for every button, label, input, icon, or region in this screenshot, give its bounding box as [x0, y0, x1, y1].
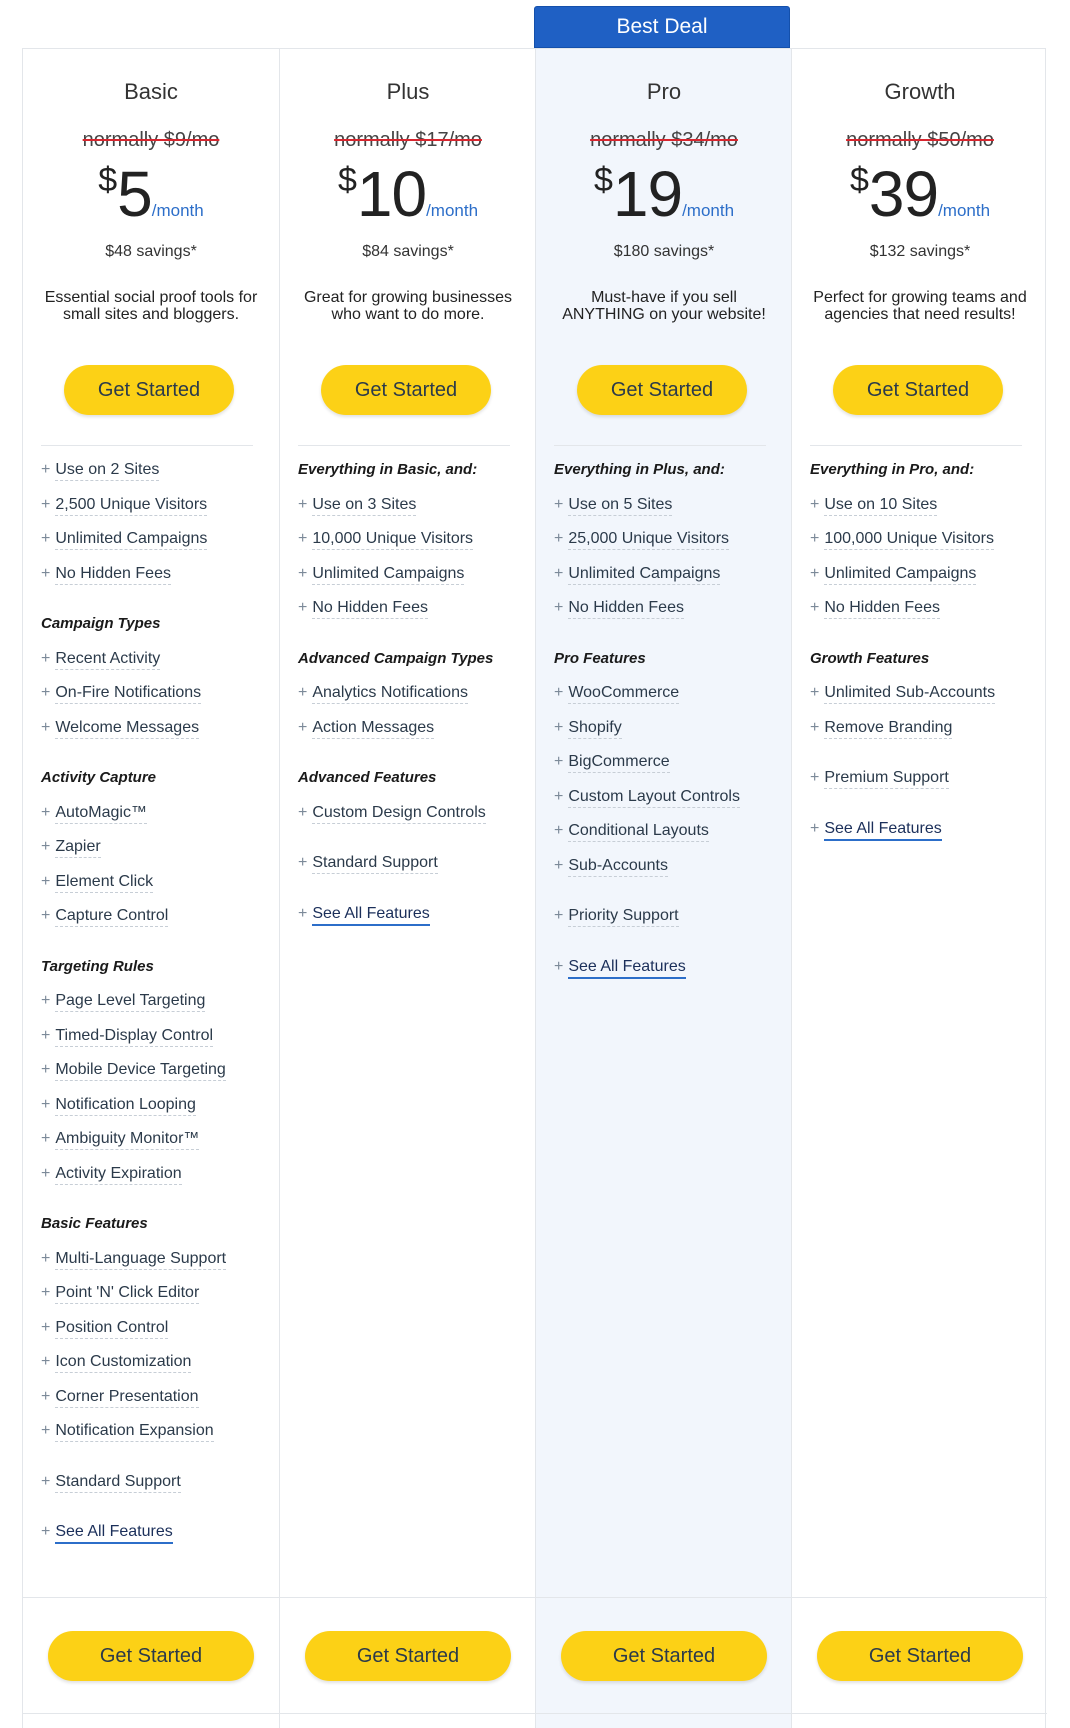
feature-item	[554, 907, 778, 942]
get-started-button[interactable]: Get Started	[577, 365, 747, 415]
plus-icon: +	[298, 718, 308, 736]
divider	[554, 445, 766, 446]
plan-column-pro	[535, 49, 791, 1728]
plan-price	[23, 157, 279, 231]
feature-label: Conditional Layouts	[568, 822, 709, 842]
feature-label: 10,000 Unique Visitors	[312, 530, 473, 550]
plan-description: Perfect for growing teams and agencies that need results!	[813, 289, 1027, 323]
plus-icon: +	[554, 684, 564, 701]
feature-item	[810, 599, 1034, 634]
feature-list	[298, 461, 522, 939]
feature-label: Sub-Accounts	[568, 857, 668, 877]
plan-column-growth	[791, 49, 1047, 1728]
price-amount: 19	[612, 158, 683, 230]
plan-column-basic	[23, 49, 279, 1728]
feature-label: Activity Expiration	[55, 1165, 181, 1185]
see-all-features-link[interactable]	[810, 820, 1034, 855]
feature-label[interactable]: See All Features	[55, 1523, 172, 1544]
feature-label: Point 'N' Click Editor	[55, 1284, 199, 1304]
plus-icon: +	[554, 787, 564, 805]
plus-icon: +	[41, 1472, 51, 1490]
feature-item	[41, 992, 265, 1027]
feature-section-heading: Advanced Campaign Types	[298, 649, 494, 667]
feature-label: Page Level Targeting	[55, 992, 205, 1012]
feature-label: Unlimited Sub-Accounts	[824, 684, 995, 704]
plus-icon: +	[298, 495, 308, 513]
feature-item	[41, 1027, 265, 1062]
price-amount: 10	[356, 158, 427, 230]
feature-label: Position Control	[55, 1319, 168, 1339]
feature-label: No Hidden Fees	[312, 599, 428, 619]
feature-item	[554, 788, 778, 823]
savings-text: $132 savings*	[869, 243, 971, 260]
feature-label: Multi-Language Support	[55, 1250, 226, 1270]
feature-item	[41, 1096, 265, 1131]
plus-icon: +	[41, 461, 51, 478]
plus-icon: +	[41, 1318, 51, 1336]
feature-item	[41, 565, 265, 600]
feature-label: Icon Customization	[55, 1353, 191, 1373]
get-started-button-bottom[interactable]: Get Started	[305, 1631, 511, 1681]
plus-icon: +	[41, 838, 51, 855]
best-deal-badge: Best Deal	[534, 6, 790, 48]
get-started-button[interactable]: Get Started	[321, 365, 491, 415]
feature-item	[41, 1388, 265, 1423]
divider	[23, 1713, 1047, 1714]
feature-label: BigCommerce	[568, 753, 669, 773]
plus-icon: +	[41, 495, 51, 513]
plan-description: Essential social proof tools for small sites and bloggers.	[44, 289, 258, 323]
plan-name: Plus	[386, 79, 430, 104]
feature-label: Action Messages	[312, 719, 434, 739]
feature-item	[554, 530, 778, 565]
feature-item	[554, 684, 778, 719]
plus-icon: +	[554, 907, 564, 924]
plan-price	[536, 157, 792, 231]
plus-icon: +	[41, 1387, 51, 1405]
feature-section-heading: Pro Features	[554, 649, 646, 667]
savings-text: $84 savings*	[362, 243, 454, 260]
feature-item	[41, 1130, 265, 1165]
plus-icon: +	[41, 1130, 51, 1147]
divider	[23, 1597, 1047, 1598]
plus-icon: +	[41, 1422, 51, 1439]
plus-icon: +	[41, 564, 51, 582]
feature-label[interactable]: See All Features	[312, 905, 429, 926]
plus-icon: +	[810, 530, 820, 547]
price-period: /month	[426, 201, 479, 220]
plan-name: Basic	[124, 79, 178, 104]
feature-label: Zapier	[55, 838, 100, 858]
feature-item	[41, 1061, 265, 1096]
feature-item	[554, 565, 778, 600]
feature-label: Timed-Display Control	[55, 1027, 213, 1047]
feature-label: Element Click	[55, 873, 153, 893]
feature-item	[554, 753, 778, 788]
feature-section-heading: Advanced Features	[298, 769, 437, 786]
feature-label: 100,000 Unique Visitors	[824, 530, 994, 550]
feature-label: Unlimited Campaigns	[55, 530, 207, 550]
feature-list	[554, 461, 778, 992]
price-amount: 39	[868, 158, 939, 230]
plus-icon: +	[41, 1061, 51, 1078]
feature-section-heading: Growth Features	[810, 649, 930, 667]
feature-item	[41, 1422, 265, 1457]
feature-item	[298, 599, 522, 634]
plus-icon: +	[41, 530, 51, 547]
savings-text: $48 savings*	[105, 243, 197, 260]
feature-item	[41, 1473, 265, 1508]
currency-symbol: $	[337, 161, 357, 199]
feature-list	[810, 461, 1034, 854]
plus-icon: +	[41, 684, 51, 701]
feature-label: WooCommerce	[568, 684, 679, 704]
plus-icon: +	[41, 907, 51, 924]
plus-icon: +	[810, 495, 820, 513]
feature-item	[41, 1319, 265, 1354]
plus-icon: +	[41, 1284, 51, 1301]
feature-label: Custom Design Controls	[312, 804, 485, 824]
plus-icon: +	[41, 1026, 51, 1044]
plus-icon: +	[298, 530, 308, 547]
feature-label: Use on 5 Sites	[568, 496, 672, 516]
feature-item	[298, 530, 522, 565]
plus-icon: +	[41, 1164, 51, 1182]
feature-label: Custom Layout Controls	[568, 788, 740, 808]
feature-label: AutoMagic™	[55, 804, 147, 824]
plus-icon: +	[41, 1249, 51, 1267]
get-started-button-bottom[interactable]: Get Started	[48, 1631, 254, 1681]
plus-icon: +	[41, 649, 51, 667]
feature-item	[554, 496, 778, 531]
divider	[41, 445, 253, 446]
feature-item	[554, 719, 778, 754]
feature-label: No Hidden Fees	[568, 599, 684, 619]
price-period: /month	[682, 201, 735, 220]
currency-symbol: $	[593, 161, 613, 199]
plus-icon: +	[810, 718, 820, 736]
feature-item	[810, 719, 1034, 754]
feature-label: Unlimited Campaigns	[312, 565, 464, 585]
feature-label: Priority Support	[568, 907, 678, 927]
regular-price: normally $50/mo	[846, 129, 994, 151]
feature-item	[41, 1353, 265, 1388]
plan-name: Pro	[646, 79, 682, 104]
feature-label: Shopify	[568, 719, 621, 739]
feature-label: Use on 3 Sites	[312, 496, 416, 516]
feature-item	[41, 1284, 265, 1319]
feature-label: Unlimited Campaigns	[568, 565, 720, 585]
feature-section-heading: Everything in Pro, and:	[810, 461, 975, 478]
plus-icon: +	[41, 872, 51, 890]
feature-label: Welcome Messages	[55, 719, 199, 739]
feature-label: Ambiguity Monitor™	[55, 1130, 199, 1150]
feature-label: 25,000 Unique Visitors	[568, 530, 729, 550]
feature-label: Corner Presentation	[55, 1388, 198, 1408]
get-started-button-bottom[interactable]: Get Started	[817, 1631, 1023, 1681]
plus-icon: +	[810, 599, 820, 616]
feature-section-heading: Campaign Types	[41, 615, 161, 632]
get-started-button[interactable]: Get Started	[833, 365, 1003, 415]
plus-icon: +	[810, 684, 820, 701]
regular-price: normally $9/mo	[82, 129, 220, 151]
plus-icon: +	[554, 957, 564, 975]
feature-item	[554, 822, 778, 857]
plus-icon: +	[810, 769, 820, 786]
feature-label: No Hidden Fees	[824, 599, 940, 619]
feature-item	[810, 565, 1034, 600]
feature-section-heading: Basic Features	[41, 1215, 148, 1232]
plus-icon: +	[298, 803, 308, 821]
savings-text: $180 savings*	[613, 243, 715, 260]
feature-item	[41, 650, 265, 685]
plan-description: Must-have if you sell ANYTHING on your website!	[562, 289, 766, 323]
feature-item	[810, 496, 1034, 531]
plus-icon: +	[41, 1353, 51, 1370]
feature-section-heading: Targeting Rules	[41, 957, 154, 975]
feature-label: Recent Activity	[55, 650, 160, 670]
plus-icon: +	[41, 718, 51, 736]
regular-price: normally $17/mo	[334, 129, 482, 151]
currency-symbol: $	[98, 161, 118, 199]
feature-item	[41, 1250, 265, 1285]
feature-label: On-Fire Notifications	[55, 684, 201, 704]
feature-item	[298, 719, 522, 754]
plus-icon: +	[554, 856, 564, 874]
feature-label: 2,500 Unique Visitors	[55, 496, 207, 516]
feature-item	[810, 530, 1034, 565]
plus-icon: +	[554, 530, 564, 547]
feature-label: Standard Support	[55, 1473, 180, 1493]
feature-list	[41, 461, 265, 1558]
feature-label: No Hidden Fees	[55, 565, 171, 585]
get-started-button-bottom[interactable]: Get Started	[561, 1631, 767, 1681]
feature-label: Remove Branding	[824, 719, 952, 739]
feature-section-heading: Activity Capture	[41, 769, 157, 786]
plus-icon: +	[298, 904, 308, 922]
regular-price: normally $34/mo	[590, 129, 738, 151]
feature-item	[41, 719, 265, 754]
plus-icon: +	[41, 803, 51, 821]
feature-item	[298, 684, 522, 719]
plan-column-plus	[279, 49, 535, 1728]
plan-price	[792, 157, 1048, 231]
plus-icon: +	[298, 684, 308, 701]
price-amount: 5	[117, 158, 152, 230]
feature-section-heading: Everything in Plus, and:	[554, 461, 725, 478]
plus-icon: +	[554, 599, 564, 616]
divider	[298, 445, 510, 446]
feature-label: Use on 2 Sites	[55, 461, 159, 481]
feature-item	[298, 804, 522, 839]
plus-icon: +	[554, 564, 564, 582]
feature-label: Mobile Device Targeting	[55, 1061, 225, 1081]
feature-item	[41, 873, 265, 908]
feature-item	[298, 854, 522, 889]
plus-icon: +	[298, 599, 308, 616]
plan-name: Growth	[884, 79, 956, 104]
plus-icon: +	[554, 718, 564, 736]
plus-icon: +	[810, 564, 820, 582]
feature-label: Notification Expansion	[55, 1422, 213, 1442]
feature-label[interactable]: See All Features	[824, 820, 941, 841]
feature-section-heading: Everything in Basic, and:	[298, 461, 478, 478]
plus-icon: +	[298, 564, 308, 582]
plan-price	[280, 157, 536, 231]
feature-label: Notification Looping	[55, 1096, 196, 1116]
feature-label: Premium Support	[824, 769, 949, 789]
feature-item	[41, 530, 265, 565]
plus-icon: +	[554, 753, 564, 770]
plus-icon: +	[554, 822, 564, 839]
feature-item	[41, 804, 265, 839]
plus-icon: +	[41, 1095, 51, 1113]
feature-item	[41, 1165, 265, 1200]
currency-symbol: $	[849, 161, 869, 199]
plus-icon: +	[298, 854, 308, 871]
pricing-table	[22, 48, 1046, 1728]
feature-item	[41, 838, 265, 873]
see-all-features-link[interactable]	[41, 1523, 265, 1558]
feature-item	[554, 857, 778, 892]
plus-icon: +	[554, 495, 564, 513]
feature-label: Analytics Notifications	[312, 684, 468, 704]
feature-label[interactable]: See All Features	[568, 958, 685, 979]
plus-icon: +	[41, 1523, 51, 1540]
feature-label: Capture Control	[55, 907, 168, 927]
feature-item	[41, 684, 265, 719]
feature-label: Unlimited Campaigns	[824, 565, 976, 585]
plus-icon: +	[810, 819, 820, 837]
plan-description: Great for growing businesses who want to do more.	[303, 289, 513, 323]
feature-item	[810, 684, 1034, 719]
price-period: /month	[151, 201, 204, 220]
price-period: /month	[938, 201, 991, 220]
feature-item	[298, 565, 522, 600]
divider	[810, 445, 1022, 446]
feature-item	[41, 496, 265, 531]
feature-item	[41, 907, 265, 942]
get-started-button[interactable]: Get Started	[64, 365, 234, 415]
feature-label: Standard Support	[312, 854, 437, 874]
feature-item	[41, 461, 265, 496]
see-all-features-link[interactable]	[298, 905, 522, 940]
feature-item	[810, 769, 1034, 804]
feature-item	[554, 599, 778, 634]
feature-label: Use on 10 Sites	[824, 496, 937, 516]
feature-item	[298, 496, 522, 531]
plus-icon: +	[41, 992, 51, 1009]
see-all-features-link[interactable]	[554, 958, 778, 993]
